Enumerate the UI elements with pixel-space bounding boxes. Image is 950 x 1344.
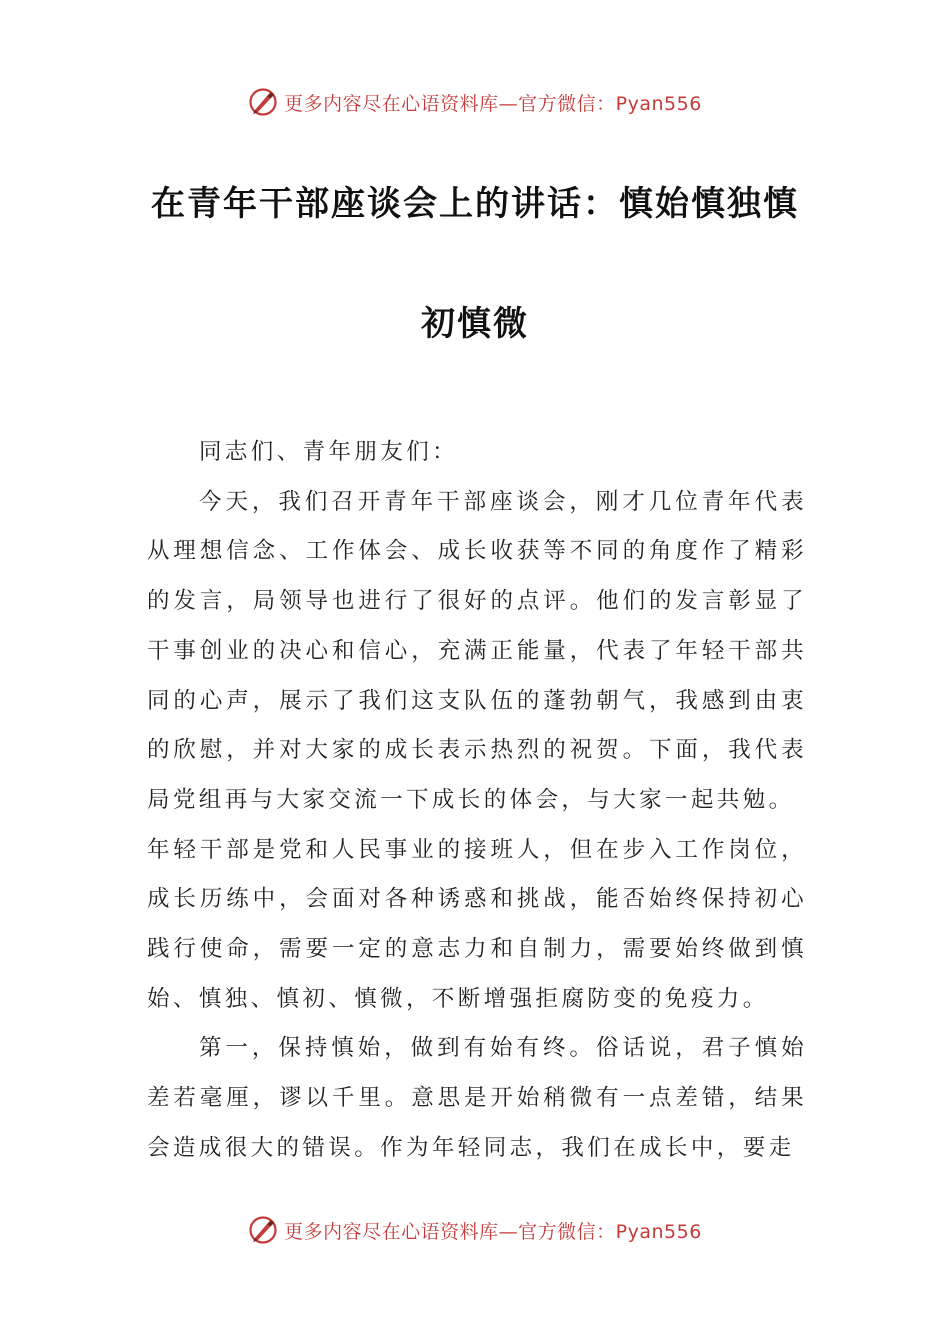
- header-banner: [0, 82, 950, 122]
- page-title-line-2: 初慎微: [421, 304, 529, 344]
- paragraph-2: 年轻干部是党和人民事业的接班人，但在步入工作岗位，成长历练中，会面对各种诱惑和挑战，能否始终保持初心践行使命，需要一定的意志力和自制力，需要始终做到慎始、慎独、慎初、慎微，不断增强拒腐防变的免疫力。: [147, 836, 807, 1012]
- pen-logo-icon: [248, 87, 278, 117]
- footer-wechat-id: Pyan556: [615, 1220, 702, 1243]
- salutation: 同志们、青年朋友们：: [199, 439, 459, 465]
- paragraph-3: 第一，保持慎始，做到有始有终。俗话说，君子慎始差若毫厘，谬以千里。意思是开始稍微有一点差错，结果会造成很大的错误。作为年轻同志，我们在成长中，要走: [147, 1035, 807, 1161]
- pen-logo-icon: [248, 1215, 278, 1245]
- document-body: [147, 428, 807, 1174]
- page-title-line-1: 在青年干部座谈会上的讲话：慎始慎独慎: [151, 184, 799, 224]
- header-banner-text: 更多内容尽在心语资料库—官方微信：: [284, 92, 616, 115]
- paragraph-1: 今天，我们召开青年干部座谈会，刚才几位青年代表从理想信念、工作体会、成长收获等不同的角度作了精彩的发言，局领导也进行了很好的点评。他们的发言彰显了干事创业的决心和信心，充满正能量，代表了年轻干部共同的心声，展示了我们这支队伍的蓬勃朝气，我感到由衷的欣慰，并对大家的成长表示热烈的祝贺。下面，我代表局党组再与大家交流一下成长的体会，与大家一起共勉。: [147, 488, 807, 813]
- footer-banner-text: 更多内容尽在心语资料库—官方微信：: [284, 1220, 616, 1243]
- header-wechat-id: Pyan556: [615, 92, 702, 115]
- footer-banner: [0, 1210, 950, 1250]
